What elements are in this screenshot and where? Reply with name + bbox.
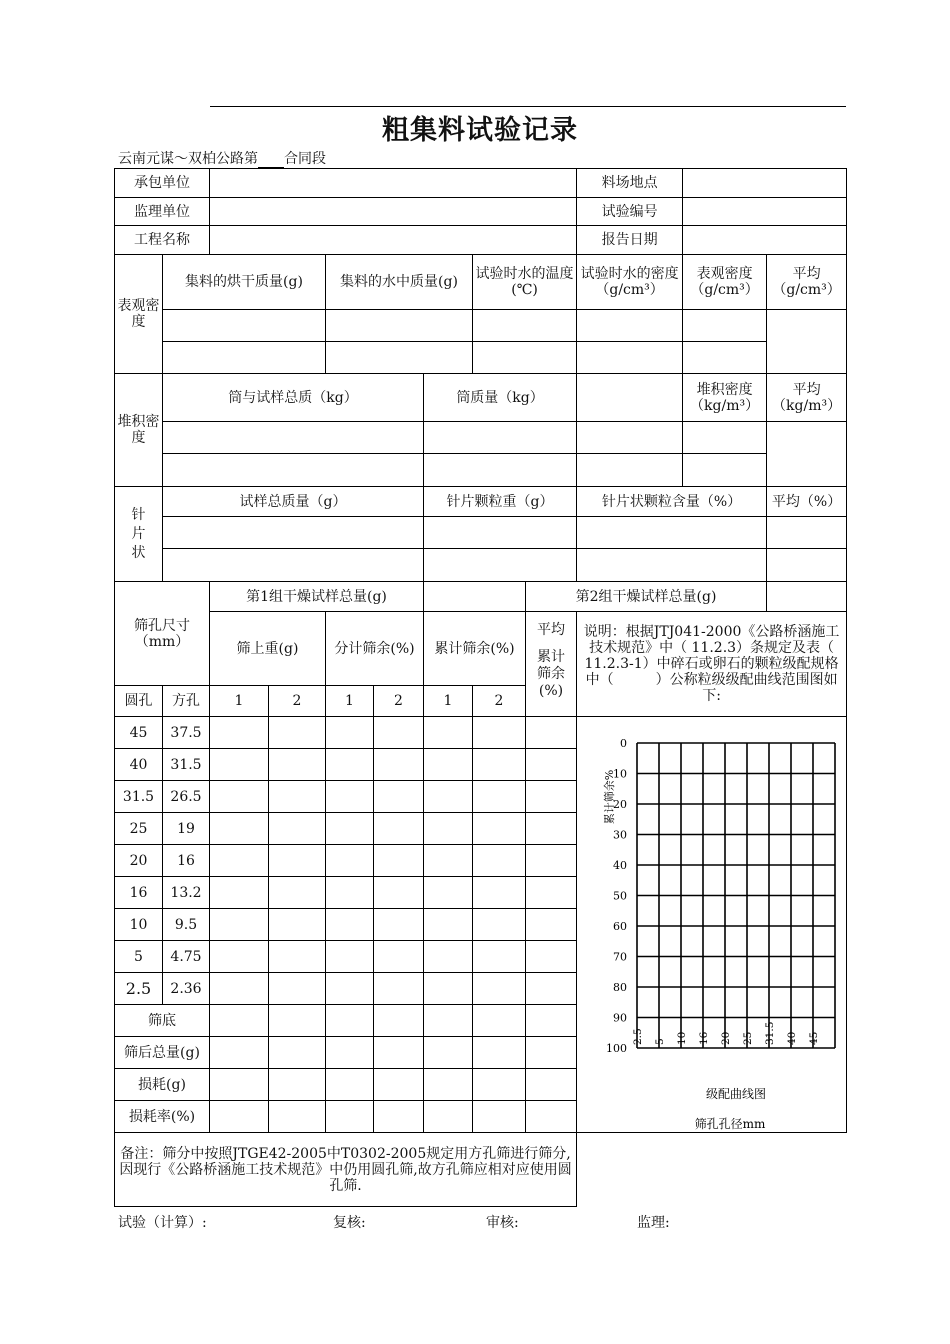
square-size: 2.36 (163, 973, 210, 1005)
round-size: 31.5 (115, 781, 163, 813)
data-cell[interactable] (473, 749, 526, 781)
bulk-cell[interactable] (163, 454, 424, 487)
loss-rate-label: 损耗率(%) (115, 1101, 210, 1133)
trial-label: 2 (269, 686, 326, 717)
grading-chart-cell (577, 717, 847, 1133)
data-cell[interactable] (210, 1005, 269, 1037)
data-cell[interactable] (210, 973, 269, 1005)
needle-cell[interactable] (424, 517, 577, 549)
grading-note: 说明：根据JTJ041-2000《公路桥涵施工技术规范》中（ 11.2.3）条规定及表（ 11.2.3-1）中碎石或卵石的颗粒级配规格中（ ）公称粒级级配曲线范围图如下: (577, 612, 847, 717)
group1-total-value[interactable] (424, 582, 526, 612)
test-no-value[interactable] (683, 198, 847, 226)
apparent-col-water-temp: 试验时水的温度(℃) (473, 255, 577, 310)
data-cell[interactable] (210, 781, 269, 813)
data-cell[interactable] (326, 813, 374, 845)
apparent-cell[interactable] (577, 310, 683, 342)
data-cell[interactable] (326, 749, 374, 781)
data-cell[interactable] (424, 813, 473, 845)
data-cell[interactable] (374, 813, 424, 845)
sieve-size-label: 筛孔尺寸（mm） (115, 582, 210, 686)
apparent-col-apparent-density: 表观密度（g/cm³） (683, 255, 767, 310)
square-size: 16 (163, 845, 210, 877)
apparent-cell[interactable] (163, 310, 326, 342)
footer-audit: 审核: (486, 1215, 519, 1231)
data-cell[interactable] (269, 1005, 326, 1037)
data-cell[interactable] (326, 909, 374, 941)
needle-cell[interactable] (163, 517, 424, 549)
round-size: 25 (115, 813, 163, 845)
data-cell[interactable] (326, 1069, 374, 1101)
data-cell[interactable] (269, 941, 326, 973)
data-cell[interactable] (424, 1101, 473, 1133)
data-cell[interactable] (326, 845, 374, 877)
needle-cell[interactable] (767, 549, 847, 582)
data-cell[interactable] (526, 845, 577, 877)
square-size: 26.5 (163, 781, 210, 813)
data-cell[interactable] (269, 877, 326, 909)
data-cell[interactable] (374, 845, 424, 877)
data-cell[interactable] (374, 1037, 424, 1069)
total-after-label: 筛后总量(g) (115, 1037, 210, 1069)
site-label: 料场地点 (577, 169, 683, 198)
square-size: 9.5 (163, 909, 210, 941)
data-cell[interactable] (424, 973, 473, 1005)
square-hole-label: 方孔 (163, 686, 210, 717)
bulk-cell[interactable] (683, 422, 767, 454)
data-cell[interactable] (374, 1069, 424, 1101)
needle-col-total-mass: 试样总质量（g） (163, 487, 424, 517)
data-cell[interactable] (269, 973, 326, 1005)
square-size: 13.2 (163, 877, 210, 909)
x-tick-label: 2.5 (632, 1028, 645, 1045)
data-cell[interactable] (526, 1037, 577, 1069)
data-cell[interactable] (374, 909, 424, 941)
data-cell[interactable] (210, 1037, 269, 1069)
y-tick-label: 20 (613, 798, 628, 811)
bulk-col-container-mass: 筒质量（kg） (424, 374, 577, 422)
data-cell[interactable] (374, 717, 424, 749)
data-cell[interactable] (526, 1101, 577, 1133)
y-tick-label: 70 (613, 950, 628, 964)
round-size: 45 (115, 717, 163, 749)
data-cell[interactable] (424, 1005, 473, 1037)
bulk-cell[interactable] (424, 422, 577, 454)
bulk-cell[interactable] (424, 454, 577, 487)
data-cell[interactable] (269, 845, 326, 877)
square-size: 37.5 (163, 717, 210, 749)
trial-label: 2 (374, 686, 424, 717)
data-cell[interactable] (424, 941, 473, 973)
data-cell[interactable] (374, 973, 424, 1005)
x-tick-label: 40 (786, 1031, 799, 1045)
apparent-col-dry-mass: 集料的烘干质量(g) (163, 255, 326, 310)
data-cell[interactable] (269, 1037, 326, 1069)
y-tick-label: 10 (613, 767, 628, 781)
contractor-label: 承包单位 (115, 169, 210, 198)
data-cell[interactable] (374, 1005, 424, 1037)
retained-mass-label: 筛上重(g) (210, 612, 326, 686)
data-cell[interactable] (473, 909, 526, 941)
data-cell[interactable] (210, 909, 269, 941)
project-label: 工程名称 (115, 226, 210, 255)
data-cell[interactable] (424, 845, 473, 877)
bulk-cell[interactable] (163, 422, 424, 454)
data-cell[interactable] (374, 877, 424, 909)
data-cell[interactable] (326, 1005, 374, 1037)
round-size: 10 (115, 909, 163, 941)
average-cumulative-header (526, 612, 577, 717)
footer-supervision: 监理: (637, 1215, 670, 1231)
data-cell[interactable] (210, 749, 269, 781)
chart-title: 级配曲线图 (706, 1087, 767, 1101)
data-cell[interactable] (210, 1101, 269, 1133)
subtitle-prefix: 云南元谋～双柏公路第 (118, 151, 258, 167)
data-cell[interactable] (210, 1069, 269, 1101)
project-value[interactable] (210, 226, 577, 255)
data-cell[interactable] (424, 717, 473, 749)
trial-label: 1 (210, 686, 269, 717)
data-cell[interactable] (473, 781, 526, 813)
data-cell[interactable] (269, 1069, 326, 1101)
round-size: 20 (115, 845, 163, 877)
y-tick-label: 30 (613, 828, 628, 842)
x-tick-label: 31.5 (764, 1021, 777, 1045)
bulk-col-total-mass: 筒与试样总质（kg） (163, 374, 424, 422)
apparent-cell[interactable] (326, 310, 473, 342)
bulk-col-blank (577, 374, 683, 422)
data-cell[interactable] (526, 973, 577, 1005)
data-cell[interactable] (473, 717, 526, 749)
apparent-col-water-mass: 集料的水中质量(g) (326, 255, 473, 310)
x-tick-label: 10 (676, 1031, 689, 1045)
data-cell[interactable] (526, 909, 577, 941)
apparent-cell[interactable] (163, 342, 326, 374)
apparent-average-cell[interactable] (767, 310, 847, 374)
report-date-value[interactable] (683, 226, 847, 255)
y-tick-label: 40 (613, 859, 628, 872)
data-cell[interactable] (424, 1069, 473, 1101)
data-cell[interactable] (424, 749, 473, 781)
needle-cell[interactable] (424, 549, 577, 582)
cumulative-retained-label: 累计筛余(%) (424, 612, 526, 686)
data-cell[interactable] (269, 909, 326, 941)
apparent-cell[interactable] (326, 342, 473, 374)
apparent-col-average: 平均（g/cm³） (767, 255, 847, 310)
page-title: 粗集料试验记录 (382, 115, 578, 146)
bulk-col-density: 堆积密度（kg/m³） (683, 374, 767, 422)
data-cell[interactable] (424, 1037, 473, 1069)
title-rule (210, 106, 846, 107)
data-cell[interactable] (526, 717, 577, 749)
x-tick-label: 16 (698, 1031, 711, 1045)
supervisor-label: 监理单位 (115, 198, 210, 226)
apparent-density-label: 表观密度 (115, 255, 163, 374)
data-cell[interactable] (210, 845, 269, 877)
square-size: 19 (163, 813, 210, 845)
data-cell[interactable] (473, 973, 526, 1005)
x-tick-label: 5 (654, 1038, 667, 1045)
y-tick-label: 50 (613, 889, 628, 903)
contract-no-blank[interactable] (258, 153, 284, 168)
data-cell[interactable] (269, 717, 326, 749)
bulk-density-label: 堆积密度 (115, 374, 163, 487)
square-size: 4.75 (163, 941, 210, 973)
remark: 备注：筛分中按照JTGE42-2005中T0302-2005规定用方孔筛进行筛分,因现行《公路桥涵施工技术规范》中仍用圆孔筛,故方孔筛应相对应使用圆孔筛. (115, 1133, 577, 1207)
data-cell[interactable] (526, 1069, 577, 1101)
data-cell[interactable] (326, 1101, 374, 1133)
data-cell[interactable] (424, 909, 473, 941)
sieve-row (115, 717, 847, 749)
data-cell[interactable] (326, 877, 374, 909)
data-cell[interactable] (210, 717, 269, 749)
x-tick-label: 25 (742, 1031, 755, 1045)
round-size: 16 (115, 877, 163, 909)
x-tick-label: 20 (720, 1031, 733, 1045)
data-cell[interactable] (374, 1101, 424, 1133)
data-cell[interactable] (210, 813, 269, 845)
group1-total-label: 第1组干燥试样总量(g) (210, 582, 424, 612)
data-cell[interactable] (326, 717, 374, 749)
footer-review: 复核: (333, 1215, 366, 1231)
data-cell[interactable] (526, 941, 577, 973)
data-cell[interactable] (473, 1069, 526, 1101)
data-cell[interactable] (473, 1037, 526, 1069)
data-cell[interactable] (473, 1005, 526, 1037)
y-tick-label: 60 (613, 920, 628, 933)
project-subtitle (118, 148, 326, 168)
needle-flaky-label (115, 487, 163, 582)
apparent-cell[interactable] (473, 310, 577, 342)
footer-test: 试验（计算）: (118, 1215, 207, 1231)
partial-retained-label: 分计筛余(%) (326, 612, 424, 686)
data-cell[interactable] (526, 781, 577, 813)
round-size: 5 (115, 941, 163, 973)
data-cell[interactable] (374, 941, 424, 973)
data-cell[interactable] (473, 845, 526, 877)
data-cell[interactable] (424, 781, 473, 813)
data-cell[interactable] (374, 781, 424, 813)
y-axis-label: 累计筛余% (603, 769, 617, 825)
needle-cell[interactable] (767, 517, 847, 549)
data-cell[interactable] (526, 1005, 577, 1037)
needle-col-average: 平均（%） (767, 487, 847, 517)
apparent-cell[interactable] (577, 342, 683, 374)
report-date-label: 报告日期 (577, 226, 683, 255)
data-cell[interactable] (526, 813, 577, 845)
apparent-cell[interactable] (683, 342, 767, 374)
bulk-col-average: 平均（kg/m³） (767, 374, 847, 422)
supervisor-value[interactable] (210, 198, 577, 226)
subtitle-suffix: 合同段 (284, 151, 326, 167)
needle-flaky-text: 针片状 (131, 506, 146, 561)
needle-col-content: 针片状颗粒含量（%） (577, 487, 767, 517)
x-axis-label: 筛孔孔径mm (694, 1117, 766, 1131)
data-cell[interactable] (269, 813, 326, 845)
data-cell[interactable] (326, 941, 374, 973)
contractor-value[interactable] (210, 169, 577, 198)
needle-cell[interactable] (163, 549, 424, 582)
bulk-cell[interactable] (577, 454, 683, 487)
trial-label: 1 (424, 686, 473, 717)
data-cell[interactable] (210, 941, 269, 973)
grading-chart (577, 717, 845, 1133)
avg-cumulative-label: 累计筛余(%) (537, 649, 566, 699)
bulk-average-cell[interactable] (767, 422, 847, 487)
x-tick-label: 45 (808, 1031, 821, 1045)
data-cell[interactable] (326, 781, 374, 813)
data-cell[interactable] (526, 877, 577, 909)
test-no-label: 试验编号 (577, 198, 683, 226)
data-cell[interactable] (473, 1101, 526, 1133)
apparent-cell[interactable] (683, 310, 767, 342)
data-cell[interactable] (269, 1101, 326, 1133)
y-tick-label: 80 (613, 981, 628, 994)
data-cell[interactable] (424, 877, 473, 909)
y-tick-label: 0 (620, 737, 628, 750)
data-cell[interactable] (210, 877, 269, 909)
data-cell[interactable] (269, 749, 326, 781)
round-hole-label: 圆孔 (115, 686, 163, 717)
data-cell[interactable] (526, 749, 577, 781)
group2-total-value[interactable] (767, 582, 847, 612)
bulk-cell[interactable] (577, 422, 683, 454)
site-value[interactable] (683, 169, 847, 198)
test-record-table (114, 168, 847, 1207)
pan-label: 筛底 (115, 1005, 210, 1037)
trial-label: 2 (473, 686, 526, 717)
data-cell[interactable] (326, 973, 374, 1005)
average-label: 平均 (537, 622, 566, 638)
apparent-col-water-density: 试验时水的密度（g/cm³） (577, 255, 683, 310)
data-cell[interactable] (473, 941, 526, 973)
data-cell[interactable] (374, 749, 424, 781)
square-size: 31.5 (163, 749, 210, 781)
bulk-cell[interactable] (683, 454, 767, 487)
round-size: 2.5 (115, 973, 163, 1005)
y-tick-label: 100 (606, 1042, 628, 1055)
data-cell[interactable] (473, 877, 526, 909)
needle-cell[interactable] (577, 517, 767, 549)
data-cell[interactable] (326, 1037, 374, 1069)
data-cell[interactable] (269, 781, 326, 813)
trial-label: 1 (326, 686, 374, 717)
apparent-cell[interactable] (473, 342, 577, 374)
group2-total-label: 第2组干燥试样总量(g) (526, 582, 767, 612)
needle-col-particle-mass: 针片颗粒重（g） (424, 487, 577, 517)
data-cell[interactable] (473, 813, 526, 845)
loss-label: 损耗(g) (115, 1069, 210, 1101)
y-tick-label: 90 (613, 1011, 628, 1025)
needle-cell[interactable] (577, 549, 767, 582)
round-size: 40 (115, 749, 163, 781)
